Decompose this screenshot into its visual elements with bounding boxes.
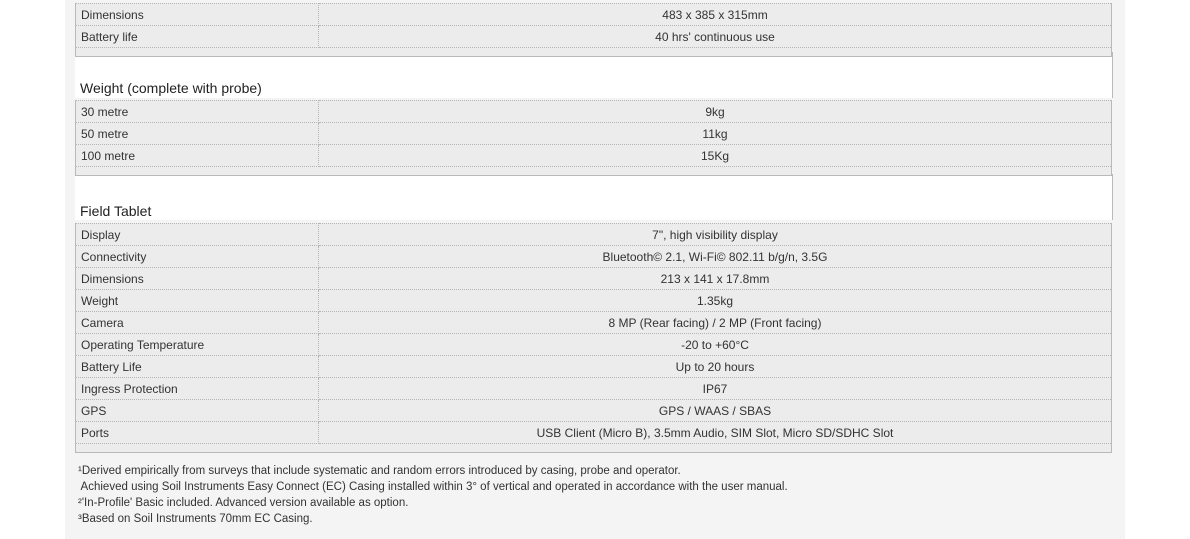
row-value: 11kg bbox=[319, 123, 1112, 145]
table-row bbox=[76, 224, 1112, 246]
row-label: Battery Life bbox=[76, 356, 319, 378]
table-row bbox=[76, 400, 1112, 422]
row-label: Weight bbox=[76, 290, 319, 312]
table-row bbox=[76, 378, 1112, 400]
row-label: Operating Temperature bbox=[76, 334, 319, 356]
row-label: Dimensions bbox=[76, 4, 319, 26]
top-spec-table bbox=[75, 3, 1112, 57]
tablet-spec-table bbox=[75, 223, 1112, 453]
row-value: 483 x 385 x 315mm bbox=[319, 4, 1112, 26]
weight-section-title: Weight (complete with probe) bbox=[80, 80, 262, 96]
row-label: Camera bbox=[76, 312, 319, 334]
row-label: Display bbox=[76, 224, 319, 246]
row-label: 50 metre bbox=[76, 123, 319, 145]
row-value: 8 MP (Rear facing) / 2 MP (Front facing) bbox=[319, 312, 1112, 334]
weight-spec-table bbox=[75, 100, 1112, 176]
row-value: 40 hrs' continuous use bbox=[319, 26, 1112, 48]
row-value: GPS / WAAS / SBAS bbox=[319, 400, 1112, 422]
row-value: 9kg bbox=[319, 101, 1112, 123]
row-value: 15Kg bbox=[319, 145, 1112, 167]
row-value: IP67 bbox=[319, 378, 1112, 400]
footnote: ²'In-Profile' Basic included. Advanced version available as option. bbox=[78, 497, 409, 509]
table-row bbox=[76, 26, 1112, 48]
spacer-cell bbox=[76, 167, 1112, 176]
table-row bbox=[76, 4, 1112, 26]
row-label: GPS bbox=[76, 400, 319, 422]
row-label: Ingress Protection bbox=[76, 378, 319, 400]
row-value: -20 to +60°C bbox=[319, 334, 1112, 356]
row-label: Connectivity bbox=[76, 246, 319, 268]
table-row bbox=[76, 290, 1112, 312]
table-row bbox=[76, 101, 1112, 123]
table-row bbox=[76, 123, 1112, 145]
footnote: Achieved using Soil Instruments Easy Connect (EC) Casing installed within 3° of vertical and operated in accordance with the user manual. bbox=[78, 481, 788, 493]
row-label: Battery life bbox=[76, 26, 319, 48]
table-bottom-spacer bbox=[76, 48, 1112, 57]
table-row bbox=[76, 145, 1112, 167]
row-value: 1.35kg bbox=[319, 290, 1112, 312]
footnote: ¹Derived empirically from surveys that include systematic and random errors introduced by casing, probe and operator. bbox=[78, 465, 681, 477]
tablet-section-title: Field Tablet bbox=[80, 203, 152, 219]
footnote: ³Based on Soil Instruments 70mm EC Casing. bbox=[78, 513, 313, 525]
row-value: Bluetooth© 2.1, Wi-Fi© 802.11 b/g/n, 3.5G bbox=[319, 246, 1112, 268]
table-bottom-spacer bbox=[76, 444, 1112, 453]
spacer-cell bbox=[76, 48, 1112, 57]
table-row bbox=[76, 246, 1112, 268]
row-label: 30 metre bbox=[76, 101, 319, 123]
row-label: Ports bbox=[76, 422, 319, 444]
spacer-cell bbox=[76, 444, 1112, 453]
table-bottom-spacer bbox=[76, 167, 1112, 176]
row-value: 213 x 141 x 17.8mm bbox=[319, 268, 1112, 290]
table-row bbox=[76, 356, 1112, 378]
table-row bbox=[76, 334, 1112, 356]
table-row bbox=[76, 422, 1112, 444]
footnotes bbox=[78, 463, 788, 527]
row-label: 100 metre bbox=[76, 145, 319, 167]
row-value: Up to 20 hours bbox=[319, 356, 1112, 378]
row-label: Dimensions bbox=[76, 268, 319, 290]
row-value: 7", high visibility display bbox=[319, 224, 1112, 246]
table-row bbox=[76, 312, 1112, 334]
row-value: USB Client (Micro B), 3.5mm Audio, SIM Slot, Micro SD/SDHC Slot bbox=[319, 422, 1112, 444]
table-row bbox=[76, 268, 1112, 290]
tablet-section-card bbox=[75, 174, 1113, 220]
